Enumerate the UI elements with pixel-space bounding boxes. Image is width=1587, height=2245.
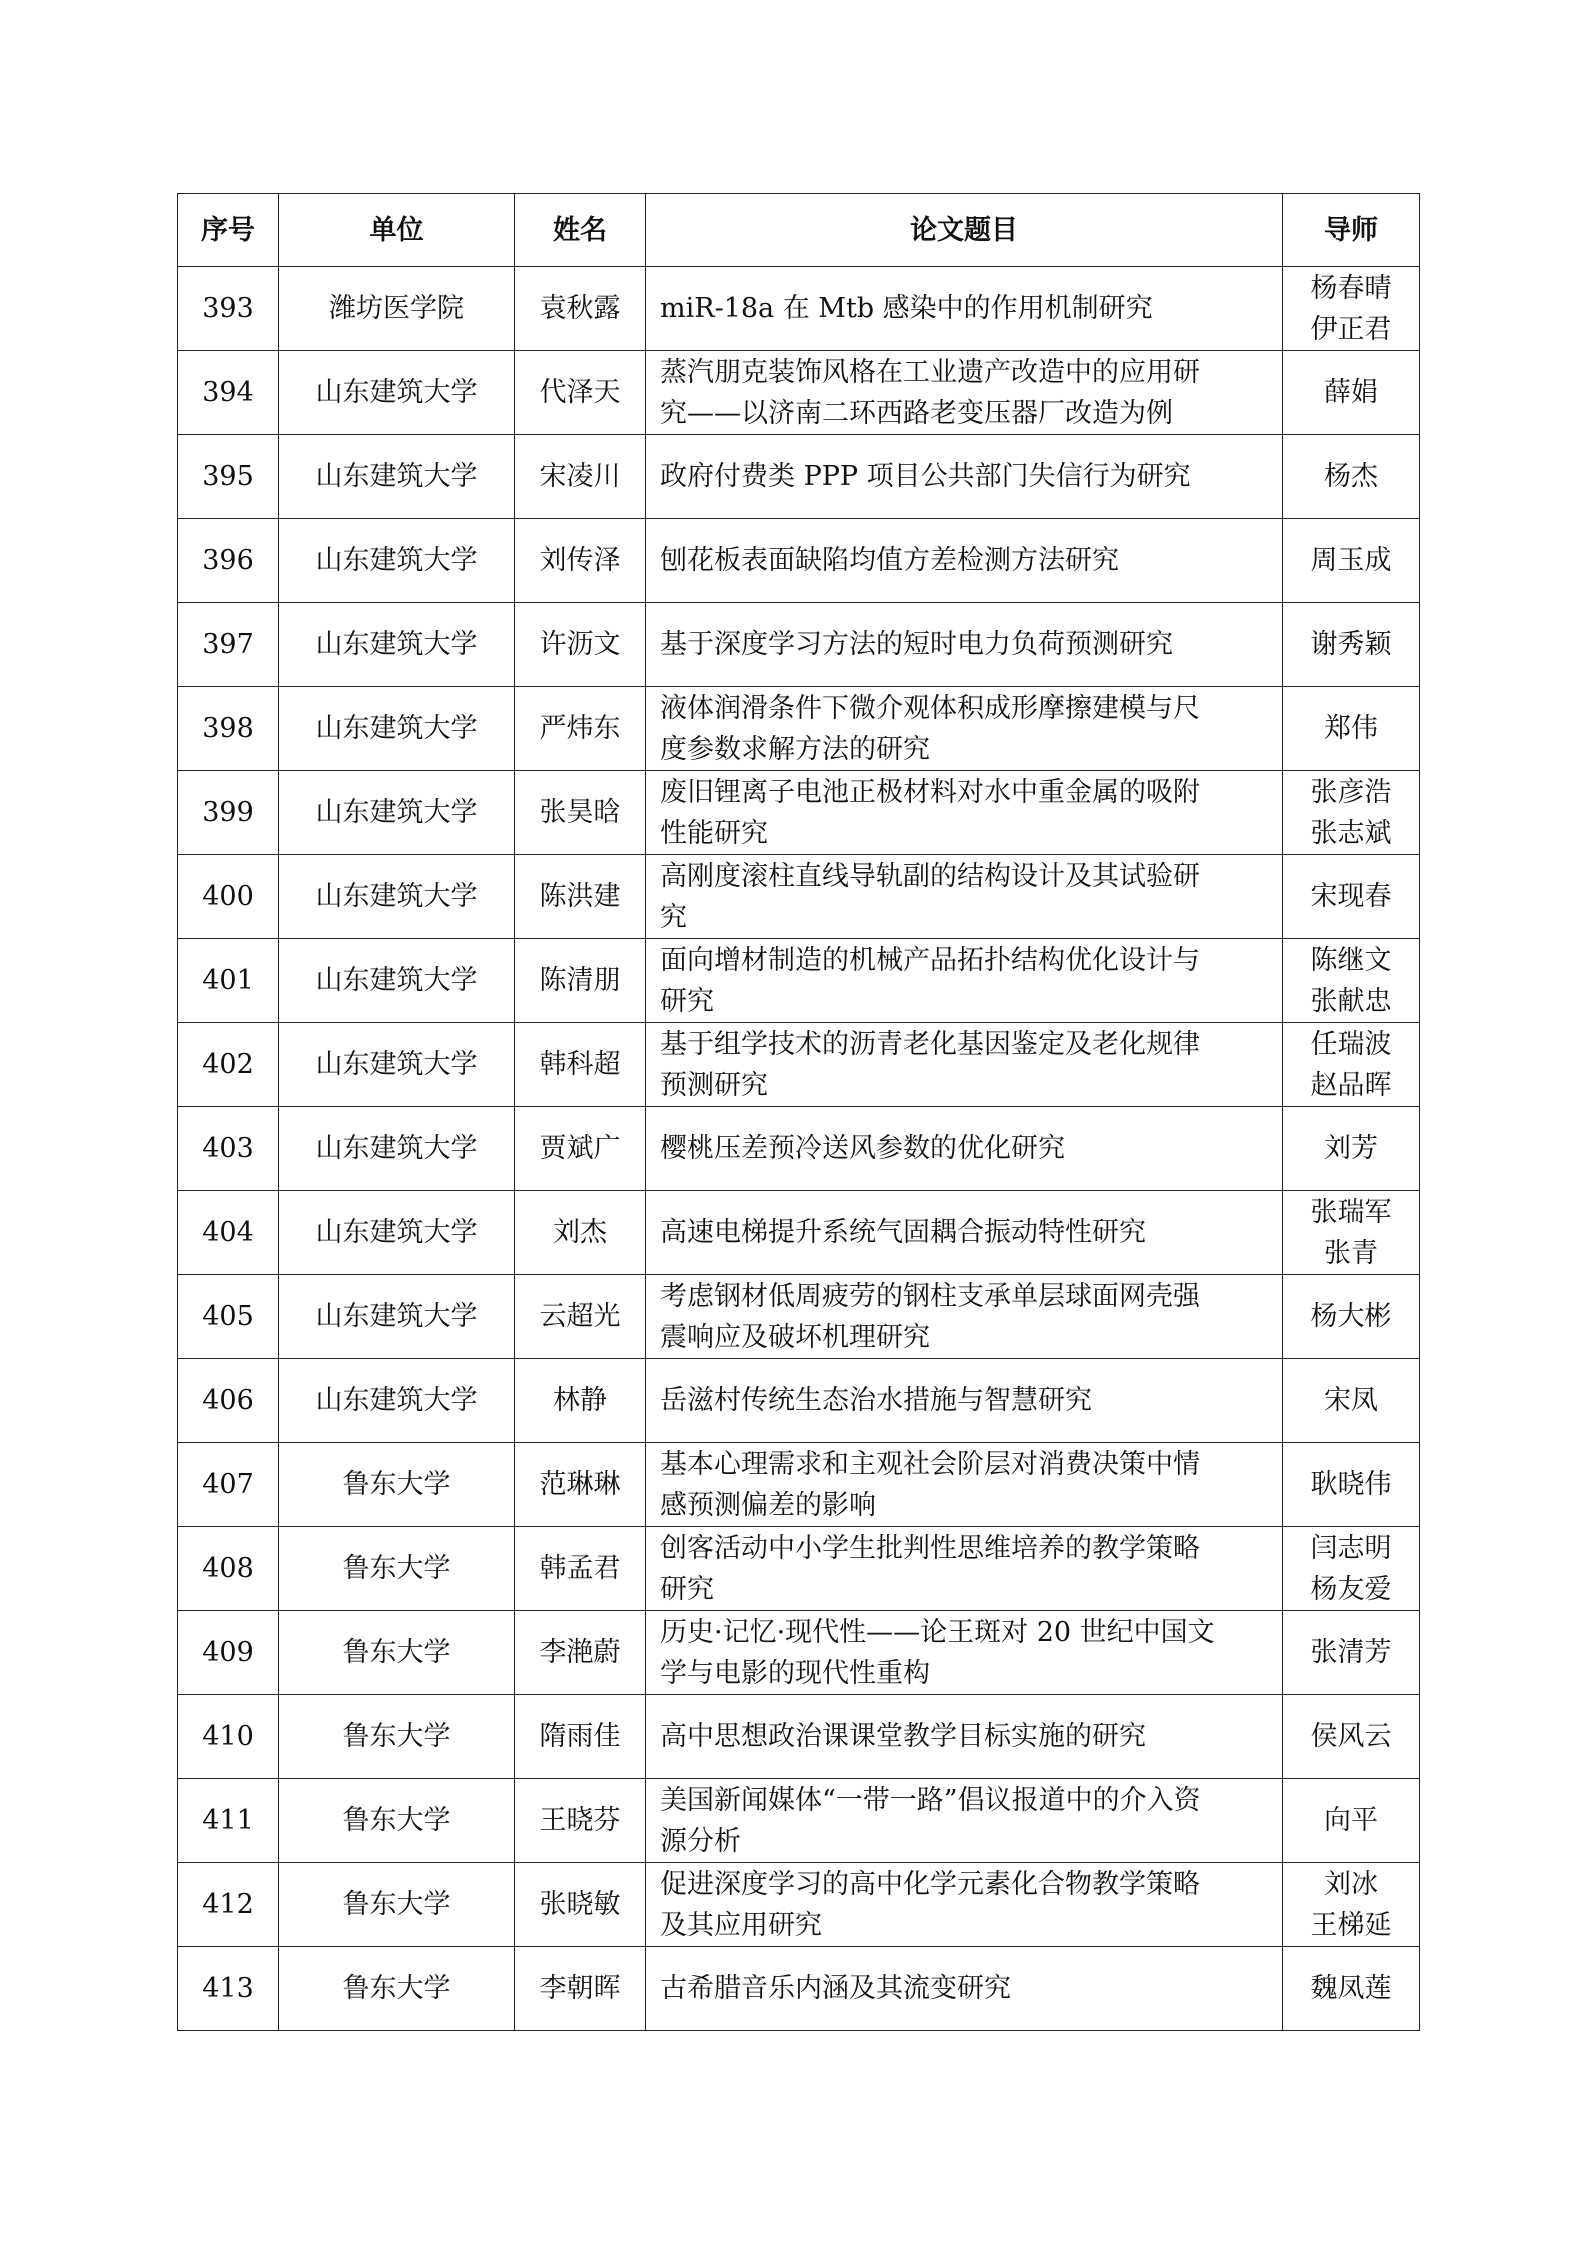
table-row [178, 1863, 1420, 1947]
title-line: 高速电梯提升系统气固耦合振动特性研究 [660, 1217, 1146, 1248]
row-title [646, 855, 1283, 939]
title-line: 面向增材制造的机械产品拓扑结构优化设计与 [660, 944, 1200, 976]
title-line: 考虑钢材低周疲劳的钢柱支承单层球面网壳强 [660, 1280, 1200, 1312]
row-number: 411 [178, 1779, 279, 1863]
title-line: 研究 [660, 1573, 714, 1605]
row-name: 李滟蔚 [515, 1611, 646, 1695]
row-advisor [1283, 1611, 1420, 1695]
row-name: 袁秋露 [515, 267, 646, 351]
row-unit: 鲁东大学 [279, 1527, 515, 1611]
title-line: 高刚度滚柱直线导轨副的结构设计及其试验研 [660, 860, 1200, 892]
row-unit: 山东建筑大学 [279, 687, 515, 771]
row-name: 严炜东 [515, 687, 646, 771]
header-no: 序号 [178, 194, 279, 267]
row-unit: 鲁东大学 [279, 1947, 515, 2031]
row-unit: 鲁东大学 [279, 1779, 515, 1863]
advisor-name: 谢秀颖 [1310, 629, 1392, 660]
table-row [178, 1527, 1420, 1611]
advisor-name: 侯风云 [1310, 1721, 1392, 1752]
advisor-name: 张青 [1324, 1237, 1378, 1269]
title-line: 美国新闻媒体“一带一路”倡议报道中的介入资 [660, 1784, 1201, 1816]
advisor-name: 王梯延 [1310, 1909, 1392, 1941]
advisor-name: 宋现春 [1310, 881, 1392, 912]
row-unit: 鲁东大学 [279, 1695, 515, 1779]
row-title [646, 771, 1283, 855]
advisor-name: 刘冰 [1324, 1868, 1378, 1900]
title-line: 预测研究 [660, 1069, 768, 1101]
row-title [646, 1191, 1283, 1275]
row-title [646, 1695, 1283, 1779]
title-line: 基于深度学习方法的短时电力负荷预测研究 [660, 629, 1173, 660]
table-row [178, 351, 1420, 435]
row-title [646, 1023, 1283, 1107]
title-line: 究 [660, 901, 687, 933]
table-row [178, 939, 1420, 1023]
advisor-name: 向平 [1324, 1805, 1378, 1836]
row-unit: 山东建筑大学 [279, 603, 515, 687]
row-title [646, 1779, 1283, 1863]
row-name: 宋凌川 [515, 435, 646, 519]
row-unit: 山东建筑大学 [279, 1275, 515, 1359]
row-name: 陈洪建 [515, 855, 646, 939]
row-advisor [1283, 1527, 1420, 1611]
row-unit: 潍坊医学院 [279, 267, 515, 351]
row-advisor [1283, 1443, 1420, 1527]
row-advisor [1283, 1779, 1420, 1863]
row-number: 413 [178, 1947, 279, 2031]
row-name: 许沥文 [515, 603, 646, 687]
row-unit: 山东建筑大学 [279, 1023, 515, 1107]
row-advisor [1283, 939, 1420, 1023]
advisor-name: 伊正君 [1310, 313, 1392, 345]
table-row [178, 1611, 1420, 1695]
title-line: 震响应及破坏机理研究 [660, 1321, 930, 1353]
table-row [178, 435, 1420, 519]
title-line: 古希腊音乐内涵及其流变研究 [660, 1973, 1011, 2004]
row-name: 张昊晗 [515, 771, 646, 855]
title-line: 及其应用研究 [660, 1909, 822, 1941]
table-row [178, 1947, 1420, 2031]
row-advisor [1283, 1107, 1420, 1191]
row-unit: 山东建筑大学 [279, 855, 515, 939]
row-number: 393 [178, 267, 279, 351]
row-name: 陈清朋 [515, 939, 646, 1023]
table-row [178, 1275, 1420, 1359]
table-row [178, 1359, 1420, 1443]
row-advisor [1283, 603, 1420, 687]
title-line: 废旧锂离子电池正极材料对水中重金属的吸附 [660, 776, 1200, 808]
row-title [646, 267, 1283, 351]
table-row [178, 1191, 1420, 1275]
advisor-name: 杨友爱 [1310, 1573, 1392, 1605]
table-row [178, 1779, 1420, 1863]
title-line: 研究 [660, 985, 714, 1017]
row-number: 412 [178, 1863, 279, 1947]
advisor-name: 杨大彬 [1310, 1301, 1392, 1332]
table-header [178, 194, 1420, 267]
row-unit: 鲁东大学 [279, 1443, 515, 1527]
row-name: 贾斌广 [515, 1107, 646, 1191]
row-title [646, 1359, 1283, 1443]
row-number: 408 [178, 1527, 279, 1611]
row-unit: 山东建筑大学 [279, 435, 515, 519]
header-row [178, 194, 1420, 267]
advisor-name: 任瑞波 [1310, 1028, 1392, 1060]
row-advisor [1283, 1863, 1420, 1947]
table-row [178, 267, 1420, 351]
advisor-name: 杨杰 [1324, 461, 1378, 492]
advisor-name: 耿晓伟 [1310, 1469, 1392, 1500]
row-number: 404 [178, 1191, 279, 1275]
row-number: 403 [178, 1107, 279, 1191]
row-name: 张晓敏 [515, 1863, 646, 1947]
title-line: 感预测偏差的影响 [660, 1489, 876, 1521]
row-title [646, 519, 1283, 603]
advisor-name: 陈继文 [1310, 944, 1392, 976]
table-row [178, 1695, 1420, 1779]
table-row [178, 687, 1420, 771]
header-title: 论文题目 [646, 194, 1283, 267]
row-advisor [1283, 1695, 1420, 1779]
row-name: 隋雨佳 [515, 1695, 646, 1779]
advisor-name: 宋凤 [1324, 1385, 1378, 1416]
row-title [646, 1611, 1283, 1695]
row-advisor [1283, 435, 1420, 519]
row-number: 396 [178, 519, 279, 603]
row-number: 406 [178, 1359, 279, 1443]
header-name: 姓名 [515, 194, 646, 267]
title-line: 刨花板表面缺陷均值方差检测方法研究 [660, 545, 1119, 576]
title-line: 学与电影的现代性重构 [660, 1657, 930, 1689]
advisor-name: 周玉成 [1310, 545, 1392, 576]
title-line: 创客活动中小学生批判性思维培养的教学策略 [660, 1532, 1200, 1564]
row-title [646, 1443, 1283, 1527]
row-unit: 山东建筑大学 [279, 1107, 515, 1191]
row-number: 399 [178, 771, 279, 855]
title-line: 促进深度学习的高中化学元素化合物教学策略 [660, 1868, 1200, 1900]
row-number: 409 [178, 1611, 279, 1695]
row-unit: 山东建筑大学 [279, 1191, 515, 1275]
row-name: 李朝晖 [515, 1947, 646, 2031]
row-title [646, 687, 1283, 771]
row-advisor [1283, 687, 1420, 771]
row-unit: 山东建筑大学 [279, 939, 515, 1023]
advisor-name: 张志斌 [1310, 817, 1392, 849]
row-number: 402 [178, 1023, 279, 1107]
row-number: 398 [178, 687, 279, 771]
table-row [178, 1443, 1420, 1527]
title-line: 基本心理需求和主观社会阶层对消费决策中情 [660, 1448, 1200, 1480]
row-advisor [1283, 855, 1420, 939]
row-title [646, 1107, 1283, 1191]
row-number: 401 [178, 939, 279, 1023]
row-title [646, 939, 1283, 1023]
title-line: 历史·记忆·现代性——论王斑对 20 世纪中国文 [660, 1616, 1215, 1648]
row-number: 397 [178, 603, 279, 687]
title-line: 基于组学技术的沥青老化基因鉴定及老化规律 [660, 1028, 1200, 1060]
title-line: 高中思想政治课课堂教学目标实施的研究 [660, 1721, 1146, 1752]
table-row [178, 603, 1420, 687]
row-title [646, 1947, 1283, 2031]
advisor-name: 刘芳 [1324, 1133, 1378, 1164]
row-name: 云超光 [515, 1275, 646, 1359]
row-advisor [1283, 1023, 1420, 1107]
row-title [646, 1275, 1283, 1359]
advisor-name: 张彦浩 [1310, 776, 1392, 808]
thesis-table [177, 193, 1420, 2031]
row-name: 刘杰 [515, 1191, 646, 1275]
title-line: 政府付费类 PPP 项目公共部门失信行为研究 [660, 461, 1191, 492]
row-advisor [1283, 267, 1420, 351]
row-unit: 山东建筑大学 [279, 771, 515, 855]
title-line: 岳滋村传统生态治水措施与智慧研究 [660, 1385, 1092, 1416]
row-advisor [1283, 1359, 1420, 1443]
advisor-name: 张献忠 [1310, 985, 1392, 1017]
row-name: 林静 [515, 1359, 646, 1443]
row-number: 405 [178, 1275, 279, 1359]
row-number: 394 [178, 351, 279, 435]
title-line: 樱桃压差预冷送风参数的优化研究 [660, 1133, 1065, 1164]
row-advisor [1283, 1191, 1420, 1275]
row-unit: 山东建筑大学 [279, 351, 515, 435]
advisor-name: 薛娟 [1324, 377, 1378, 408]
row-title [646, 603, 1283, 687]
row-name: 韩科超 [515, 1023, 646, 1107]
row-title [646, 351, 1283, 435]
title-line: 蒸汽朋克装饰风格在工业遗产改造中的应用研 [660, 356, 1200, 388]
row-number: 400 [178, 855, 279, 939]
row-name: 韩孟君 [515, 1527, 646, 1611]
title-line: 源分析 [660, 1825, 741, 1857]
row-unit: 鲁东大学 [279, 1863, 515, 1947]
table-row [178, 855, 1420, 939]
row-advisor [1283, 351, 1420, 435]
advisor-name: 魏凤莲 [1310, 1973, 1392, 2004]
advisor-name: 杨春晴 [1310, 272, 1392, 304]
advisor-name: 郑伟 [1324, 713, 1378, 744]
row-title [646, 1527, 1283, 1611]
row-name: 王晓芬 [515, 1779, 646, 1863]
title-line: 性能研究 [660, 817, 768, 849]
row-advisor [1283, 771, 1420, 855]
advisor-name: 张清芳 [1310, 1637, 1392, 1668]
title-line: 度参数求解方法的研究 [660, 733, 930, 765]
table-row [178, 1023, 1420, 1107]
table-body [178, 267, 1420, 2031]
row-name: 代泽天 [515, 351, 646, 435]
title-line: 液体润滑条件下微介观体积成形摩擦建模与尺 [660, 692, 1200, 724]
row-name: 范琳琳 [515, 1443, 646, 1527]
row-unit: 山东建筑大学 [279, 519, 515, 603]
row-unit: 鲁东大学 [279, 1611, 515, 1695]
row-advisor [1283, 1275, 1420, 1359]
row-unit: 山东建筑大学 [279, 1359, 515, 1443]
table-row [178, 519, 1420, 603]
row-advisor [1283, 1947, 1420, 2031]
row-advisor [1283, 519, 1420, 603]
title-line: 究——以济南二环西路老变压器厂改造为例 [660, 397, 1173, 429]
advisor-name: 赵品晖 [1310, 1069, 1392, 1101]
row-number: 410 [178, 1695, 279, 1779]
advisor-name: 张瑞军 [1310, 1196, 1392, 1228]
row-title [646, 435, 1283, 519]
header-unit: 单位 [279, 194, 515, 267]
row-title [646, 1863, 1283, 1947]
title-line: miR-18a 在 Mtb 感染中的作用机制研究 [660, 293, 1153, 324]
row-number: 407 [178, 1443, 279, 1527]
header-advisor: 导师 [1283, 194, 1420, 267]
row-name: 刘传泽 [515, 519, 646, 603]
table-row [178, 1107, 1420, 1191]
table-row [178, 771, 1420, 855]
row-number: 395 [178, 435, 279, 519]
advisor-name: 闫志明 [1310, 1532, 1392, 1564]
